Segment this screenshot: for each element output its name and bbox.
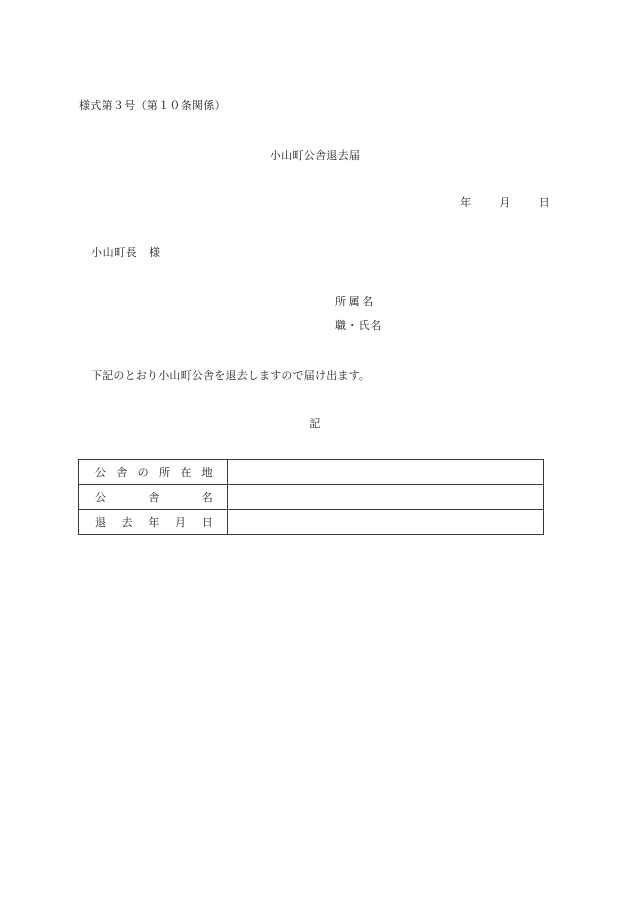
body-text: 下記のとおり小山町公舎を退去しますので届け出ます。: [91, 369, 371, 382]
label-char: の: [137, 466, 149, 479]
addressee: 小山町長 様: [91, 246, 161, 259]
date-day-label: 日: [538, 196, 550, 209]
date-month-label: 月: [499, 196, 511, 209]
label-char: 舎: [116, 466, 128, 479]
form-number: 様式第３号（第１０条関係）: [79, 99, 226, 112]
label-char: 在: [180, 466, 192, 479]
date-line: [460, 196, 550, 210]
affiliation-label: 所属名: [335, 295, 376, 308]
label-char: 地: [201, 466, 213, 479]
label-char: 公: [95, 491, 106, 504]
row-label-residence-name: [79, 485, 228, 510]
row-label-residence-location: [79, 460, 228, 485]
label-char: 年: [148, 516, 160, 529]
table-row: [79, 460, 544, 485]
residence-info-table: [78, 459, 544, 535]
label-char: 公: [95, 466, 106, 479]
label-char: 日: [201, 516, 213, 529]
table-row: [79, 510, 544, 535]
label-char: 退: [95, 516, 106, 529]
label-char: 月: [175, 516, 187, 529]
ki-label: 記: [309, 417, 321, 430]
residence-name-field[interactable]: [227, 485, 543, 510]
table-row: [79, 485, 544, 510]
label-char: 舎: [148, 491, 160, 504]
row-label-move-out-date: [79, 510, 228, 535]
date-year-label: 年: [460, 196, 472, 209]
residence-location-field[interactable]: [227, 460, 543, 485]
label-char: 去: [121, 516, 133, 529]
label-char: 名: [201, 491, 213, 504]
move-out-date-field[interactable]: [227, 510, 543, 535]
label-char: 所: [158, 466, 170, 479]
position-name-label: 職・氏名: [335, 319, 383, 332]
document-title: 小山町公舎退去届: [269, 149, 361, 162]
